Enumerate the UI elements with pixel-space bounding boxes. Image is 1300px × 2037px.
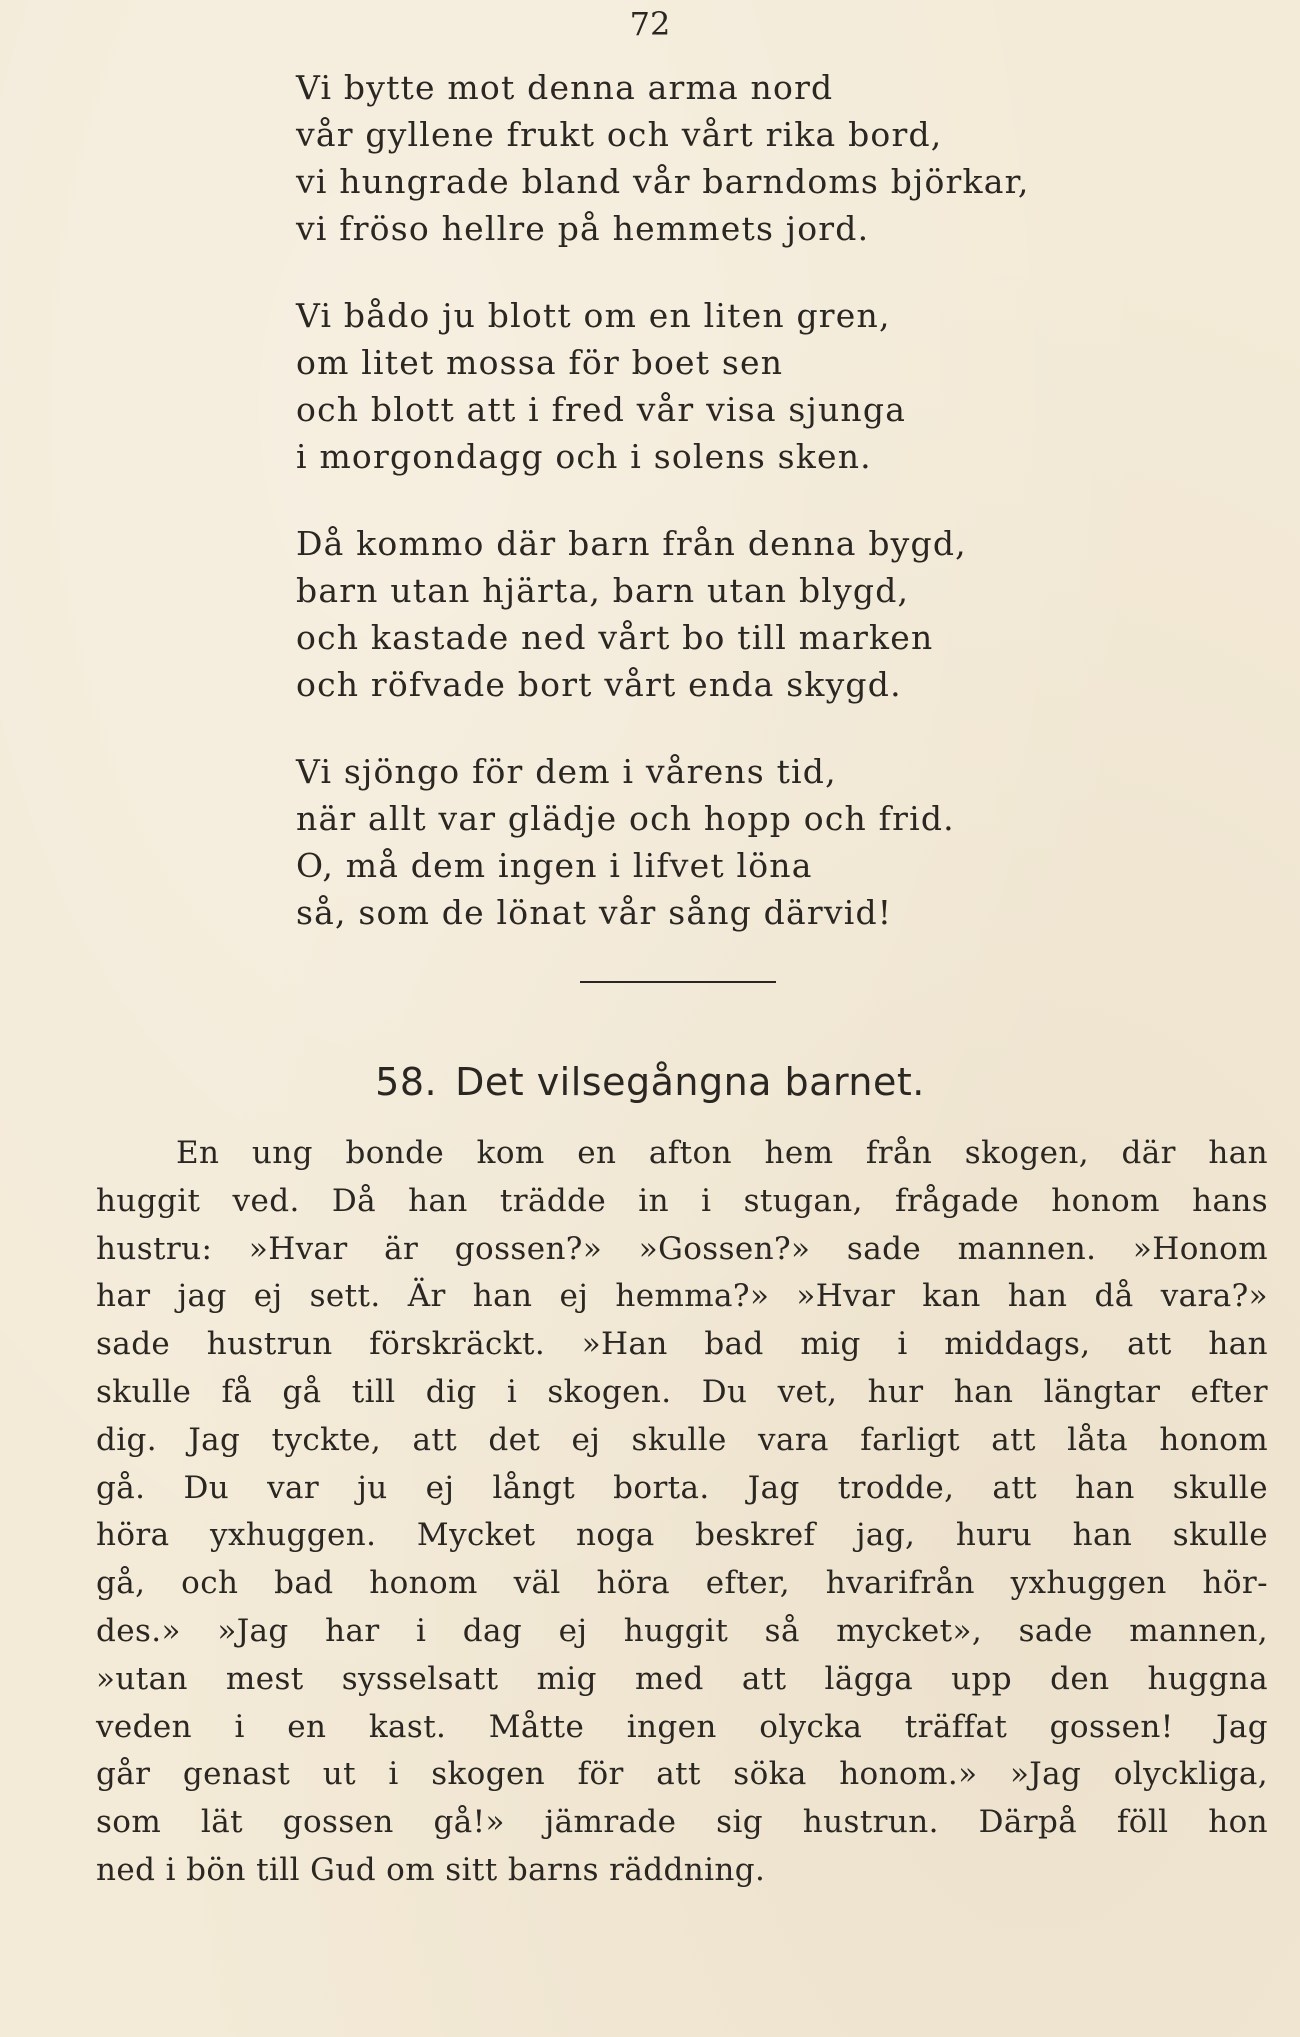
poem-line: barn utan hjärta, barn utan blygd, — [296, 571, 910, 610]
poem-line: om litet mossa för boet sen — [296, 343, 784, 382]
prose-line: som lät gossen gå!» jämrade sig hustrun. Därpå föll hon — [96, 1804, 1268, 1841]
poem-line: och kastade ned vårt bo till marken — [296, 618, 934, 657]
prose-line: har jag ej sett. Är han ej hemma?» »Hvar kan han då vara?» — [96, 1278, 1268, 1315]
poem-line: och blott att i fred vår visa sjunga — [296, 390, 907, 429]
poem-line: Vi bytte mot denna arma nord — [296, 68, 834, 107]
prose-line: ned i bön till Gud om sitt barns räddning. — [96, 1851, 766, 1888]
prose-line: En ung bonde kom en afton hem från skogen, där han — [176, 1135, 1268, 1171]
page-number: 72 — [629, 5, 671, 43]
poem-line: O, må dem ingen i lifvet löna — [296, 846, 813, 885]
poem-stanza — [296, 520, 1196, 708]
prose-line: »utan mest sysselsatt mig med att lägga upp den huggna — [96, 1660, 1268, 1697]
prose-line: des.» »Jag har i dag ej huggit så mycket», sade mannen, — [96, 1612, 1268, 1649]
poem-line: vi fröso hellre på hemmets jord. — [296, 209, 870, 248]
section-number: 58. — [375, 1060, 438, 1104]
prose-line: sade hustrun förskräckt. »Han bad mig i middags, att han — [96, 1326, 1268, 1363]
prose-line: veden i en kast. Måtte ingen olycka träffat gossen! Jag — [96, 1708, 1268, 1745]
poem-line: så, som de lönat vår sång därvid! — [296, 893, 893, 932]
poem-line: i morgondagg och i solens sken. — [296, 437, 872, 476]
prose-line: gå. Du var ju ej långt borta. Jag trodde, att han skulle — [96, 1469, 1268, 1506]
prose-paragraph — [96, 1130, 1268, 1895]
poem — [296, 64, 1196, 936]
poem-line: när allt var glädje och hopp och frid. — [296, 799, 955, 838]
prose-line: hustru: »Hvar är gossen?» »Gossen?» sade mannen. »Honom — [96, 1230, 1268, 1267]
prose-line: går genast ut i skogen för att söka honom.» »Jag olyckliga, — [96, 1756, 1268, 1793]
poem-line: och röfvade bort vårt enda skygd. — [296, 665, 902, 704]
section-heading — [0, 1054, 1300, 1110]
prose-line: höra yxhuggen. Mycket noga beskref jag, huru han skulle — [96, 1517, 1268, 1554]
prose-line: dig. Jag tyckte, att det ej skulle vara farligt att låta honom — [96, 1421, 1268, 1458]
poem-line: vi hungrade bland vår barndoms björkar, — [296, 162, 1030, 201]
poem-line: Vi sjöngo för dem i vårens tid, — [296, 752, 837, 791]
poem-line: Då kommo där barn från denna bygd, — [296, 524, 967, 563]
poem-line: vår gyllene frukt och vårt rika bord, — [296, 115, 943, 154]
section-divider — [580, 981, 776, 983]
prose-line: gå, och bad honom väl höra efter, hvarifrån yxhuggen hör- — [96, 1565, 1268, 1602]
poem-stanza — [296, 748, 1196, 936]
poem-stanza — [296, 292, 1196, 480]
section-title: Det vilsegångna barnet. — [455, 1060, 925, 1104]
prose-line: skulle få gå till dig i skogen. Du vet, hur han längtar efter — [96, 1373, 1268, 1410]
poem-stanza — [296, 64, 1196, 252]
poem-line: Vi bådo ju blott om en liten gren, — [296, 296, 891, 335]
prose-line: huggit ved. Då han trädde in i stugan, frågade honom hans — [96, 1182, 1268, 1219]
